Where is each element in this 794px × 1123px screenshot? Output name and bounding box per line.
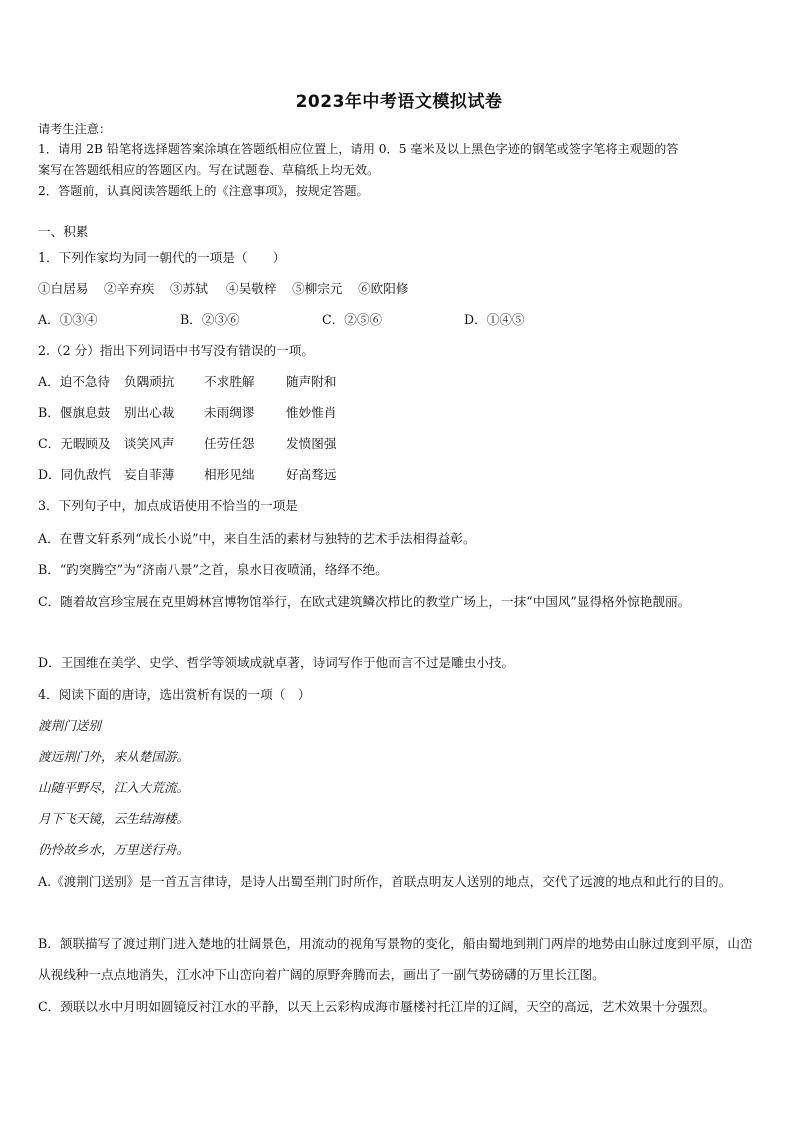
q3-stem: 3．下列句子中，加点成语使用不恰当的一项是 bbox=[38, 498, 298, 513]
q1-option-b: B．②③⑥ bbox=[180, 312, 240, 327]
author-item: ②辛弃疾 bbox=[104, 281, 155, 296]
q2-word: 相形见绌 bbox=[204, 467, 255, 482]
q2-word: 发愤图强 bbox=[286, 436, 337, 451]
q2-word: B．偃旗息鼓 bbox=[38, 405, 111, 420]
q4-option-c: C．颈联以水中月明如圆镜反衬江水的平静，以天上云彩构成海市蜃楼衬托江岸的辽阔，天空的高远，艺术效果十分强烈。 bbox=[38, 999, 716, 1014]
q1-stem: 1．下列作家均为同一朝代的一项是（ ） bbox=[38, 250, 286, 265]
poem-title: 渡荆门送别 bbox=[38, 718, 101, 733]
author-item: ⑥欧阳修 bbox=[358, 281, 409, 296]
page-title: 2023年中考语文模拟试卷 bbox=[295, 92, 503, 112]
author-item: ①白居易 bbox=[38, 281, 89, 296]
q2-word: D．同仇敌忾 bbox=[38, 467, 112, 482]
q3-option-c: C．随着故宫珍宝展在克里姆林宫博物馆举行，在欧式建筑鳞次栉比的教堂广场上，一抹“中国风”显得格外惊艳靓丽。 bbox=[38, 594, 691, 609]
q4-option-b: B．颔联描写了渡过荆门进入楚地的壮阔景色，用流动的视角写景物的变化，船由蜀地到荆门两岸的地势由山脉过度到平原，山峦从视线种一点点地消失，江水冲下山峦向着广阔的原野奔腾而去，画出了一副气势磅礴的万里长江图。 bbox=[38, 936, 753, 982]
section-heading: 一、积累 bbox=[38, 224, 89, 239]
q2-word: 不求胜解 bbox=[204, 374, 255, 389]
q1-options bbox=[38, 312, 602, 328]
q2-word: 负隅顽抗 bbox=[124, 374, 175, 389]
poem-line: 山随平野尽，江入大荒流。 bbox=[38, 780, 190, 795]
q2-word: 好高骛远 bbox=[286, 467, 337, 482]
author-item: ⑤柳宗元 bbox=[292, 281, 343, 296]
poem-line: 渡远荆门外，来从楚国游。 bbox=[38, 749, 190, 764]
q2-word: 未雨绸谬 bbox=[204, 405, 255, 420]
notice-item-1b: 案写在答题纸相应的答题区内。写在试题卷、草稿纸上均无效。 bbox=[38, 163, 380, 177]
q2-word: C．无暇顾及 bbox=[38, 436, 111, 451]
q2-row bbox=[38, 405, 336, 421]
notice-heading: 请考生注意： bbox=[38, 122, 112, 136]
author-item: ③苏轼 bbox=[170, 281, 208, 296]
q1-option-a: A．①③④ bbox=[38, 312, 98, 327]
q4-option-a: A.《渡荆门送别》是一首五言律诗，是诗人出蜀至荆门时所作，首联点明友人送别的地点，交代了远渡的地点和此行的目的。 bbox=[38, 874, 732, 889]
author-item: ④吴敬梓 bbox=[226, 281, 277, 296]
q3-option-b: B．“趵突腾空”为“济南八景”之首，泉水日夜喷涌，络绎不绝。 bbox=[38, 562, 388, 577]
q4-stem: 4．阅读下面的唐诗，选出赏析有误的一项（ ） bbox=[38, 687, 311, 702]
q1-option-d: D．①④⑤ bbox=[464, 312, 525, 327]
q2-row bbox=[38, 374, 336, 390]
q2-word: 妄自菲薄 bbox=[124, 467, 175, 482]
q3-option-a: A．在曹文轩系列“成长小说”中，来自生活的素材与独特的艺术手法相得益彰。 bbox=[38, 531, 476, 546]
q1-option-c: C．②⑤⑥ bbox=[322, 312, 383, 327]
notice-item-2: 2．答题前，认真阅读答题纸上的《注意事项》，按规定答题。 bbox=[38, 184, 369, 198]
q2-word: 惟妙惟肖 bbox=[286, 405, 337, 420]
q2-stem: 2.（2 分）指出下列词语中书写没有错误的一项。 bbox=[38, 343, 314, 358]
q2-word: 随声附和 bbox=[286, 374, 337, 389]
poem-line: 月下飞天镜，云生结海楼。 bbox=[38, 811, 190, 826]
q2-word: A．迫不急待 bbox=[38, 374, 111, 389]
poem-line: 仍怜故乡水，万里送行舟。 bbox=[38, 842, 190, 857]
q3-option-d: D．王国维在美学、史学、哲学等领域成就卓著，诗词写作于他而言不过是雕虫小技。 bbox=[38, 655, 515, 670]
q2-row bbox=[38, 436, 336, 452]
q2-row bbox=[38, 467, 336, 483]
q2-word: 别出心裁 bbox=[124, 405, 175, 420]
q2-word: 谈笑风声 bbox=[124, 436, 175, 451]
q1-authors bbox=[38, 281, 409, 297]
q2-word: 任劳任怨 bbox=[204, 436, 255, 451]
notice-item-1a: 1．请用 2B 铅笔将选择题答案涂填在答题纸相应位置上，请用 0．5 毫米及以上黑色字迹的钢笔或签字笔将主观题的答 bbox=[38, 142, 679, 156]
